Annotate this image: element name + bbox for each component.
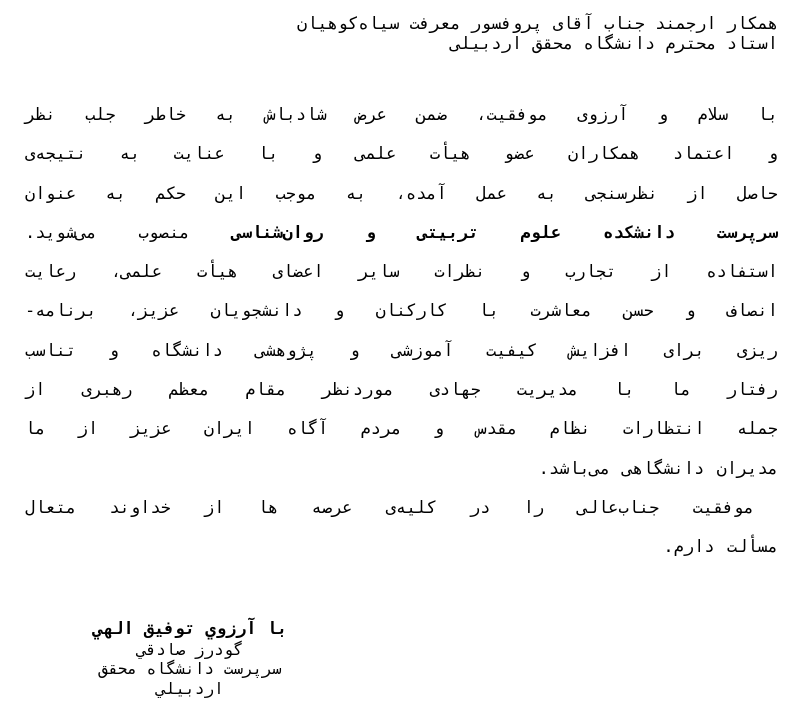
body-line: و اعتماد همکاران عضو هیأت علمی و با عنایت به نتیجه‌ی bbox=[25, 144, 778, 165]
letter-body bbox=[25, 96, 778, 568]
body-line: حاصل از نظرسنجی به عمل آمده، به موجب این حکم به عنوان bbox=[25, 183, 778, 204]
body-line: مدیران دانشگاهی می‌باشد. bbox=[538, 458, 778, 479]
signatory-title: سرپرست دانشگاه محقق bbox=[98, 659, 282, 678]
body-line: جمله انتظارات نظام مقدس و مردم آگاه ایران عزیز از ما bbox=[25, 419, 778, 440]
body-line: استفاده از تجارب و نظرات سایر اعضای هیأت علمی، رعایت bbox=[25, 262, 778, 283]
body-line: رفتار ما با مدیریت جهادی موردنظر مقام معظم رهبری از bbox=[25, 380, 778, 401]
body-line: انصاف و حسن معاشرت با کارکنان و دانشجویان عزیز، برنامه- bbox=[25, 301, 778, 322]
signatory-name: گودرز صادقي bbox=[137, 639, 243, 659]
appointment-line bbox=[25, 214, 778, 253]
body-line: ریزی برای افزایش کیفیت آموزشی و پژوهشی دانشگاه و تناسب bbox=[25, 340, 778, 361]
addressee-block bbox=[297, 14, 778, 54]
closing-line: مسألت دارم. bbox=[663, 537, 778, 558]
signature-closing: با آرزوي توفيق الهي bbox=[92, 619, 288, 639]
signatory-title: اردبيلي bbox=[156, 678, 224, 698]
addressee-name: همکار ارجمند جناب آقای پروفسور معرفت سیاه‌کوهیان bbox=[296, 14, 778, 34]
appointment-suffix: منصوب می‌شوید. bbox=[25, 222, 232, 243]
appointment-title: سرپرست دانشکده علوم تربیتی و روان‌شناسی bbox=[231, 222, 778, 243]
signature-block bbox=[70, 620, 310, 698]
addressee-position: استاد محترم دانشگاه محقق اردبیلی bbox=[450, 34, 778, 54]
closing-line: موفقیت جناب‌عالی را در کلیه‌ی عرصه ها از خداوند متعال bbox=[25, 497, 754, 518]
body-line: با سلام و آرزوی موفقیت، ضمن عرض شادباش به خاطر جلب نظر bbox=[25, 105, 778, 125]
